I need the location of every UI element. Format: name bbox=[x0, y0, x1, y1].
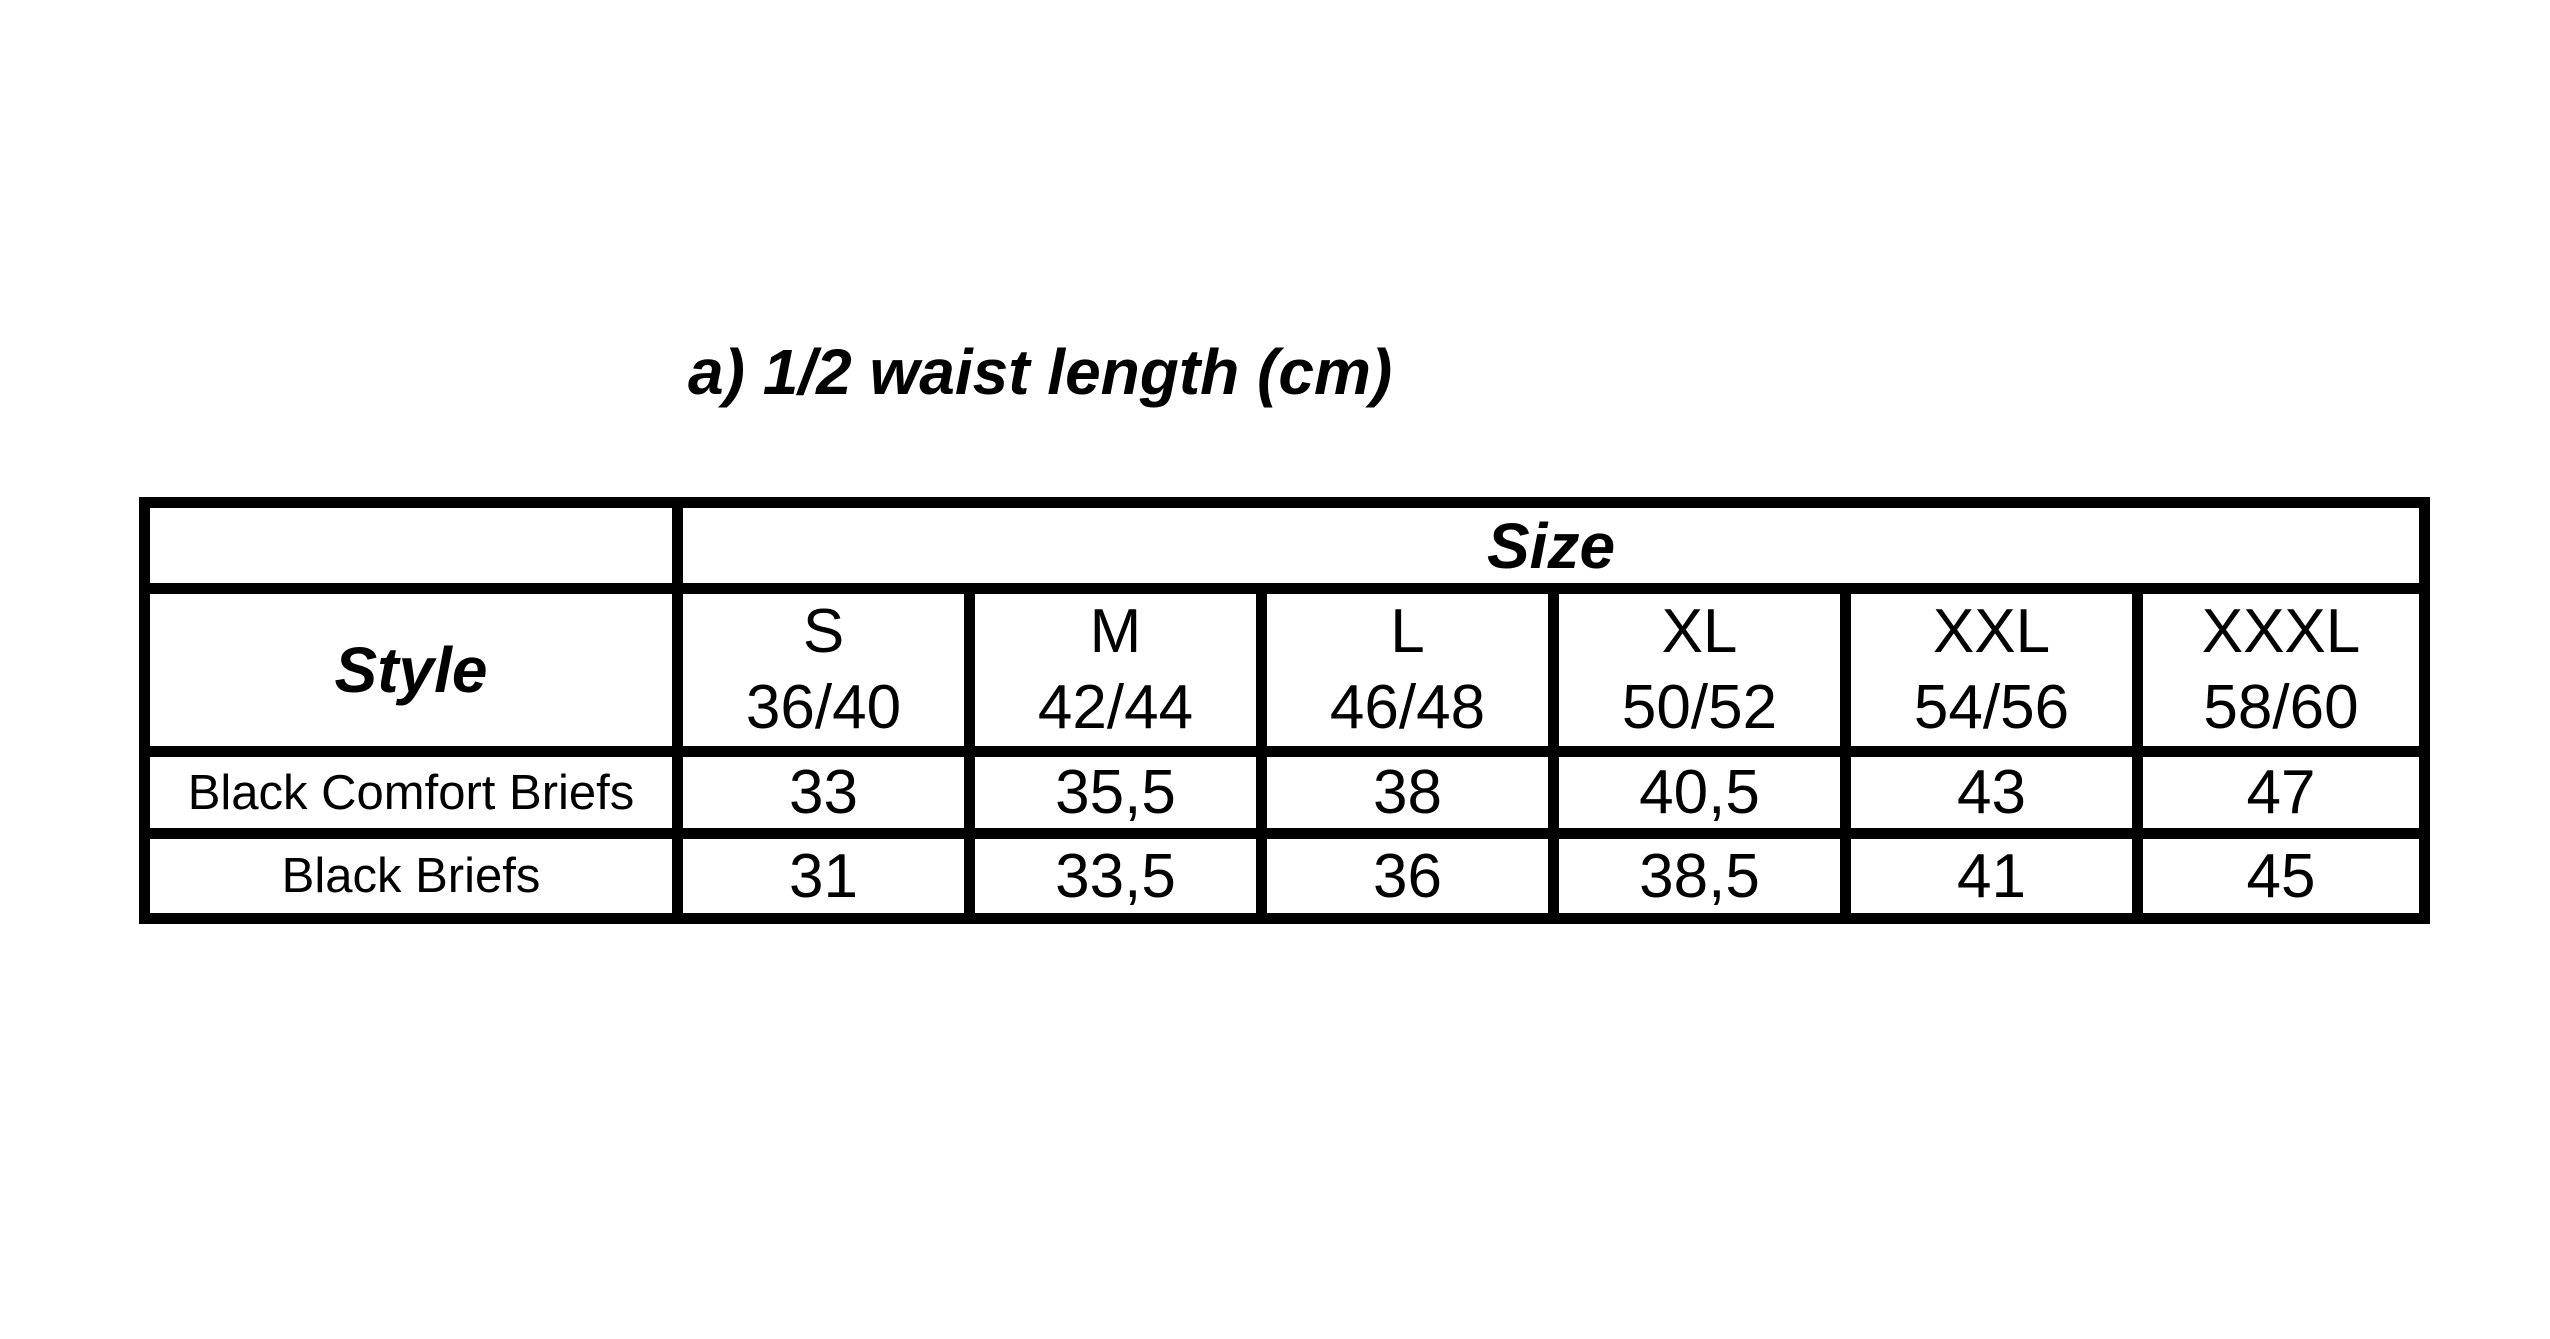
corner-spacer bbox=[145, 503, 678, 589]
column-header-xxxl bbox=[2138, 589, 2425, 752]
table-row bbox=[145, 752, 2425, 834]
row-label: Black Comfort Briefs bbox=[145, 752, 678, 834]
style-column-header: Style bbox=[145, 589, 678, 752]
row-label: Black Briefs bbox=[145, 834, 678, 919]
size-code: XXXL bbox=[2201, 597, 2361, 666]
page-title: a) 1/2 waist length (cm) bbox=[688, 336, 1393, 408]
value-cell: 36 bbox=[1262, 834, 1554, 919]
column-header-row bbox=[145, 589, 2425, 752]
size-range: 36/40 bbox=[745, 673, 902, 742]
size-chart-table bbox=[139, 497, 2430, 924]
table-row bbox=[145, 834, 2425, 919]
size-range: 58/60 bbox=[2203, 673, 2359, 742]
size-code: M bbox=[1089, 597, 1142, 666]
column-header-m bbox=[970, 589, 1262, 752]
column-header-xxl bbox=[1846, 589, 2138, 752]
value-cell: 33,5 bbox=[970, 834, 1262, 919]
size-code: S bbox=[802, 597, 845, 666]
size-code: XL bbox=[1661, 597, 1738, 666]
size-code: L bbox=[1390, 597, 1425, 666]
value-cell: 45 bbox=[2138, 834, 2425, 919]
column-header-l bbox=[1262, 589, 1554, 752]
size-range: 42/44 bbox=[1037, 673, 1194, 742]
size-code: XXL bbox=[1932, 597, 2051, 666]
size-range: 54/56 bbox=[1913, 673, 2070, 742]
column-header-xl bbox=[1554, 589, 1846, 752]
value-cell: 43 bbox=[1846, 752, 2138, 834]
size-range: 50/52 bbox=[1621, 673, 1778, 742]
size-range: 46/48 bbox=[1329, 673, 1486, 742]
size-group-row bbox=[145, 503, 2425, 589]
value-cell: 41 bbox=[1846, 834, 2138, 919]
value-cell: 47 bbox=[2138, 752, 2425, 834]
value-cell: 31 bbox=[678, 834, 970, 919]
value-cell: 35,5 bbox=[970, 752, 1262, 834]
size-group-header: Size bbox=[678, 503, 2425, 589]
column-header-s bbox=[678, 589, 970, 752]
value-cell: 38,5 bbox=[1554, 834, 1846, 919]
value-cell: 40,5 bbox=[1554, 752, 1846, 834]
value-cell: 33 bbox=[678, 752, 970, 834]
value-cell: 38 bbox=[1262, 752, 1554, 834]
